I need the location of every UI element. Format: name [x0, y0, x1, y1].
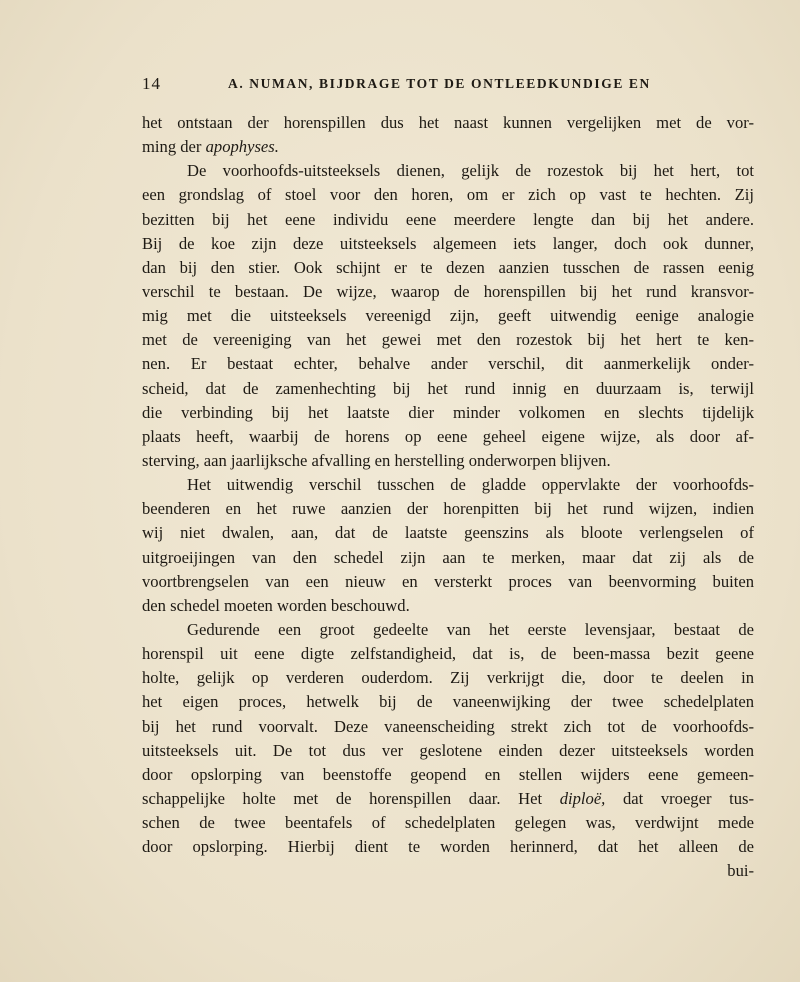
text-line: bij het rund voorvalt. Deze vaneenscheiding strekt zich tot de voorhoofds-: [142, 716, 754, 736]
text-line: [142, 787, 754, 811]
text-line: uitsteeksels uit. De tot dus ver geslotene einden dezer uitsteeksels worden: [142, 740, 754, 760]
text-line: door opslorping van beenstoffe geopend en stellen wijders eene gemeen-: [142, 764, 754, 784]
text-segment: dat vroeger tus-: [605, 788, 754, 808]
text-line: plaats heeft, waarbij de horens op eene geheel eigene wijze, als door af-: [142, 426, 754, 446]
paragraph-start-line: De voorhoofds-uitsteeksels dienen, gelijk de rozestok bij het hert, tot: [187, 161, 754, 181]
text-line: het eigen proces, hetwelk bij de vaneenwijking der twee schedelplaten: [142, 692, 754, 712]
text-line: het ontstaan der horenspillen dus het naast kunnen vergelijken met de vor-: [142, 113, 754, 132]
text-line: [142, 135, 754, 159]
running-head: A. NUMAN, BIJDRAGE TOT DE ONTLEEDKUNDIGE EN: [228, 76, 651, 91]
text-line: den schedel moeten worden beschouwd.: [142, 595, 410, 615]
catchword: bui-: [727, 861, 754, 881]
text-segment: schappelijke holte met de horenspillen daar. Het: [142, 788, 560, 808]
text-line: uitgroeijingen van den schedel zijn aan te merken, maar dat zij als de: [142, 547, 754, 567]
text-segment: ming der: [142, 137, 206, 157]
text-line: nen. Er bestaat echter, behalve ander verschil, dit aanmerkelijk onder-: [142, 354, 754, 374]
text-line: bezitten bij het eene individu eene meerdere lengte dan bij het andere.: [142, 209, 754, 229]
text-line: verschil te bestaan. De wijze, waarop de horenspillen bij het rund kransvor-: [142, 281, 754, 301]
text-line: wij niet dwalen, aan, dat de laatste geenszins als bloote verlengselen of: [142, 523, 754, 543]
text-line: een grondslag of stoel voor den horen, om er zich op vast te hechten. Zij: [142, 185, 754, 205]
text-line: door opslorping. Hierbij dient te worden herinnerd, dat het alleen de: [142, 837, 754, 857]
page-number: 14: [142, 74, 161, 93]
body-text: [142, 111, 754, 884]
text-line: voortbrengselen van een nieuw en versterkt proces van beenvorming buiten: [142, 571, 754, 591]
text-line: Bij de koe zijn deze uitsteeksels algemeen iets langer, doch ook dunner,: [142, 233, 754, 253]
paragraph-start-line: Het uitwendig verschil tusschen de gladde oppervlakte der voorhoofds-: [187, 475, 754, 495]
text-line: holte, gelijk op verderen ouderdom. Zij verkrijgt die, door te deelen in: [142, 668, 754, 688]
paragraph-start-line: Gedurende een groot gedeelte van het eerste levensjaar, bestaat de: [187, 619, 754, 639]
text-line: horenspil uit eene digte zelfstandigheid, dat is, de been-massa bezit geene: [142, 644, 754, 664]
page-header: [142, 74, 752, 98]
text-line: mig met die uitsteeksels vereenigd zijn, geeft uitwendig eenige analogie: [142, 306, 754, 326]
text-line: sterving, aan jaarlijksche afvalling en herstelling onderworpen blijven.: [142, 450, 611, 470]
text-line: dan bij den stier. Ook schijnt er te dezen aanzien tusschen de rassen eenig: [142, 257, 754, 277]
text-line: scheid, dat de zamenhechting bij het rund innig en duurzaam is, terwijl: [142, 378, 754, 398]
text-line: die verbinding bij het laatste dier minder volkomen en slechts tijdelijk: [142, 402, 754, 422]
text-line: met de vereeniging van het gewei met den rozestok bij het hert te ken-: [142, 330, 754, 350]
italic-term-apophyses: apophyses.: [205, 137, 279, 157]
text-line: schen de twee beentafels of schedelplaten gelegen was, verdwijnt mede: [142, 813, 754, 833]
italic-term-diploe: diploë,: [559, 788, 606, 808]
text-line: beenderen en het ruwe aanzien der horenpitten bij het rund wijzen, indien: [142, 499, 754, 519]
